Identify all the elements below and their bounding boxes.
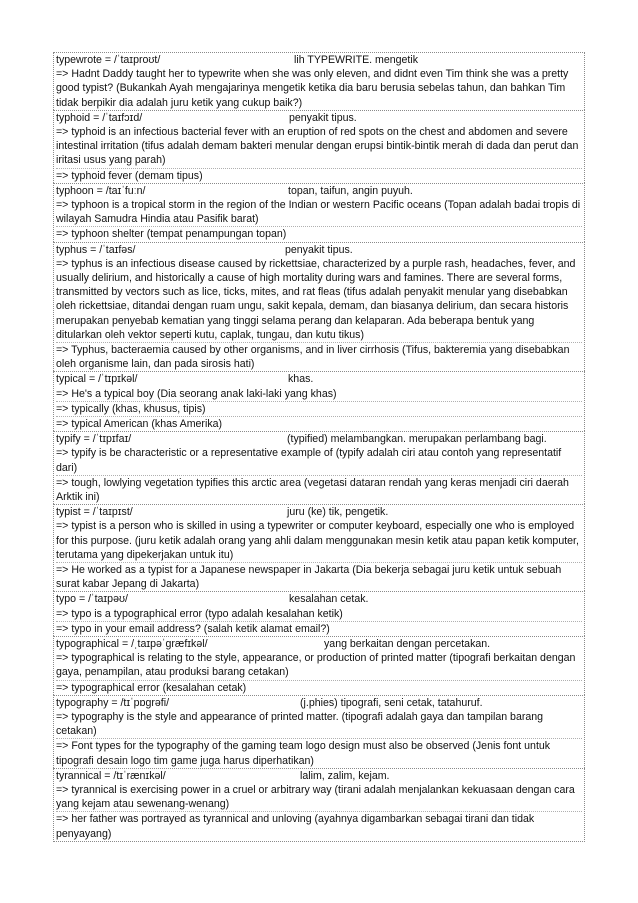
entry-example: => typhoon shelter (tempat penampungan topan): [56, 228, 287, 241]
entry-example: => Typhus, bacteraemia caused by other organisms, and in liver cirrhosis (Tifus, bakteremia yang disebabkan oleh organisme lain, dan pada sirosis hati): [56, 344, 570, 371]
entry-example: => typo is a typographical error (typo adalah kesalahan ketik): [56, 607, 582, 622]
dictionary-entry: [53, 636, 585, 695]
entry-headword-row: [56, 432, 582, 446]
entry-example: => typographical error (kesalahan cetak): [56, 681, 247, 694]
entry-example: => tyrannical is exercising power in a cruel or arbitrary way (tirani adalah menjalankan kekuasaan dengan cara yang kejam atau sewenang-wenang): [56, 783, 582, 812]
entry-translation: lih TYPEWRITE. mengetik: [294, 54, 419, 66]
entry-example: => tough, lowlying vegetation typifies this arctic area (vegetasi dataran rendah yang keras menjadi ciri daerah Arktik ini): [56, 476, 569, 503]
entry-example: => typhus is an infectious disease caused by rickettsiae, characterized by a purple rash, headaches, fever, and usually delirium, and historically a cause of high mortality during wars and famines. There are several forms, transmitted by vectors such as lice, ticks, mites, and rat fleas (tifus adalah penyakit menular yang disebabkan oleh rickettsiae, ditandai dengan ruam ungu, sakit kepala, demam, dan biasanya delirium, dan secara historis merupakan penyebab kematian yang tinggi selama perang dan kelaparan. Ada beberapa bentuk yang ditularkan oleh vektor seperti kutu, caplak, tungau, dan kutu tikus): [56, 257, 582, 343]
entry-example: => typical American (khas Amerika): [56, 418, 223, 430]
dictionary-entry: [53, 695, 585, 768]
entry-headword: typo = /ˈtaɪpəʊ/: [56, 593, 128, 606]
entry-example: => typhoid is an infectious bacterial fever with an eruption of red spots on the chest and abdomen and severe intestinal irritation (tifus adalah demam bakteri menular dengan erupsi bintik-bintik merah di dada dan perut dan iritasi usus yang parah): [56, 125, 582, 169]
entry-headword: typhoon = /taɪˈfuːn/: [56, 184, 146, 197]
dictionary-entry: [53, 242, 585, 372]
dictionary-entry: [53, 591, 585, 636]
entry-headword: typify = /ˈtɪpɪfaɪ/: [56, 433, 132, 446]
entry-headword-row: [56, 111, 582, 125]
entry-translation: yang berkaitan dengan percetakan.: [324, 638, 491, 650]
entry-example: => typically (khas, khusus, tipis): [56, 402, 582, 417]
entry-headword-row: [56, 243, 582, 257]
entry-headword: typhus = /ˈtaɪfəs/: [56, 243, 136, 256]
entry-headword-row: [56, 769, 582, 783]
dictionary-entry: [53, 431, 585, 504]
entry-example: => typify is be characteristic or a representative example of (typify adalah ciri atau contoh yang representatif dari): [56, 446, 582, 475]
entry-translation: (typified) melambangkan. merupakan perlambang bagi.: [287, 433, 547, 446]
entry-headword: typography = /tɪˈpɒɡrəfi/: [56, 696, 170, 709]
entry-example: => Hadnt Daddy taught her to typewrite when she was only eleven, and didnt even Tim think she was a pretty good typist? (Bukankah Ayah mengajarinya mengetik ketika dia baru berusia sebelas tahun, dan bahkan Tim tidak berpikir dia adalah juru ketik yang cukup baik?): [56, 68, 569, 109]
entry-translation: penyakit tipus.: [285, 243, 353, 256]
entry-example: => typhoid fever (demam tipus): [56, 169, 203, 182]
entry-example: => her father was portrayed as tyrannical and unloving (ayahnya digambarkan sebagai tirani dan tidak penyayang): [56, 813, 535, 840]
entry-headword-row: [56, 637, 582, 651]
entry-headword: typhoid = /ˈtaɪfɔɪd/: [56, 111, 143, 124]
entry-example: => typographical is relating to the style, appearance, or production of printed matter (tipografi berkaitan dengan gaya, penampilan, atau produksi barang cetakan): [56, 651, 582, 680]
entry-example: => typhoon is a tropical storm in the region of the Indian or western Pacific oceans (Topan adalah badai tropis di wilayah Samudra Hindia atau Pasifik barat): [56, 198, 582, 227]
entry-translation: kesalahan cetak.: [289, 593, 369, 606]
entry-example: => typist is a person who is skilled in using a typewriter or computer keyboard, especially one who is employed for this purpose. (juru ketik adalah orang yang ahli dalam menggunakan mesin ketik atau papan ketik komputer, terutama yang dipekerjakan untuk itu): [56, 519, 582, 563]
entry-example: => Font types for the typography of the gaming team logo design must also be observed (Jenis font untuk tipografi desain logo tim game juga harus diperhatikan): [56, 740, 551, 767]
dictionary-entry: [53, 110, 585, 183]
dictionary-entry: [53, 768, 585, 842]
entry-translation: topan, taifun, angin puyuh.: [288, 184, 413, 197]
entry-translation: khas.: [288, 373, 314, 386]
entry-headword-row: [56, 53, 582, 67]
entry-translation: lalim, zalim, kejam.: [300, 769, 390, 782]
entry-headword: typist = /ˈtaɪpɪst/: [56, 506, 133, 519]
entry-headword-row: [56, 372, 582, 386]
dictionary-entry: [53, 504, 585, 591]
entry-example: => typography is the style and appearance of printed matter. (tipografi adalah gaya dan tampilan barang cetakan): [56, 710, 582, 739]
dictionary-entry: [53, 52, 585, 110]
entry-example: => He's a typical boy (Dia seorang anak laki-laki yang khas): [56, 387, 582, 402]
entry-headword-row: [56, 505, 582, 519]
entry-headword-row: [56, 696, 582, 710]
entry-translation: juru (ke) tik, pengetik.: [287, 506, 389, 519]
entry-example: => typo in your email address? (salah ketik alamat email?): [56, 622, 330, 635]
dictionary-entry: [53, 371, 585, 431]
dictionary-entry: [53, 183, 585, 242]
entry-translation: (j.phies) tipografi, seni cetak, tatahuruf.: [300, 696, 483, 709]
entry-headword: tyrannical = /tɪˈrænɪkəl/: [56, 769, 166, 782]
entry-headword: typographical = /ˌtaɪpəˈɡræfɪkəl/: [56, 638, 208, 650]
dictionary-document: [53, 52, 585, 842]
entry-headword-row: [56, 592, 582, 606]
entry-headword: typewrote = /ˈtaɪproʊt/: [56, 54, 161, 66]
entry-example: => He worked as a typist for a Japanese newspaper in Jakarta (Dia bekerja sebagai juru ketik untuk sebuah surat kabar Jepang di Jakarta): [56, 564, 562, 591]
entry-headword: typical = /ˈtɪpɪkəl/: [56, 373, 138, 386]
entry-headword-row: [56, 184, 582, 198]
entry-translation: penyakit tipus.: [289, 111, 357, 124]
